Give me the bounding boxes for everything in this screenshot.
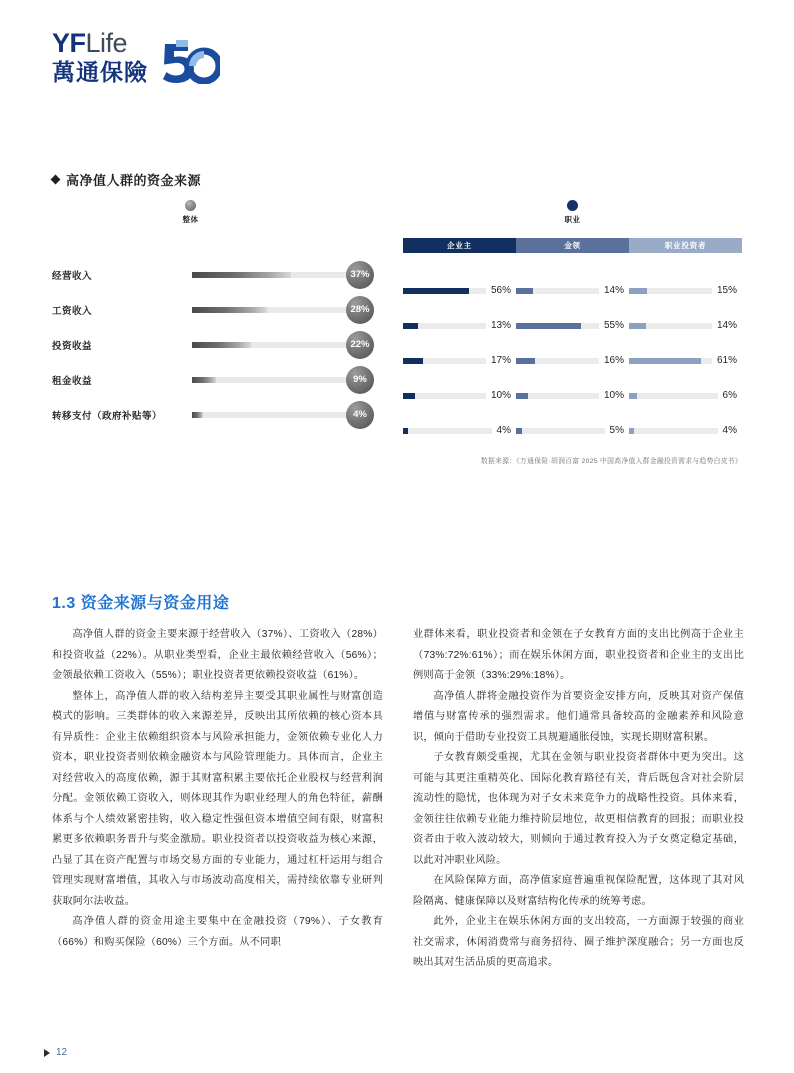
- footer-triangle-icon: [44, 1049, 50, 1057]
- occupation-column-headers: [403, 238, 742, 253]
- overall-row-label: 工资收入: [52, 305, 93, 317]
- occupation-cell: [516, 425, 629, 436]
- occupation-bar-fill: [403, 323, 418, 329]
- occupation-percent-label: 14%: [603, 285, 624, 296]
- body-paragraph: 整体上，高净值人群的收入结构差异主要受其职业属性与财富创造模式的影响。三类群体的收入来源差异，反映出其所依赖的核心资本具有异质性：企业主依赖组织资本与风险承担能力，金领依赖专业化人力资本，职业投资者则依赖金融资本与风险管理能力。具体而言，企业主对经营收入的高度依赖，源于其财富积累主要依托企业股权与经营利润分配。金领依赖工资收入，则体现其作为职业经理人的角色特征，薪酬体系与个人绩效紧密挂钩，收入稳定性强但资本增值空间有限，财富积累更多依赖职务晋升与奖金激励。职业投资者以投资收益为核心来源，凸显了其在资产配置与市场交易方面的专业能力，通过杠杆运用与组合管理实现财富增值，其收入与市场波动高度相关，需持续依靠专业研判获取阿尔法收益。: [52, 690, 383, 907]
- occupation-cell: [516, 390, 629, 401]
- occupation-row: [403, 413, 742, 448]
- overall-rows: [52, 257, 391, 432]
- occupation-bar-track: [629, 428, 718, 434]
- overall-row-label: 经营收入: [52, 270, 93, 282]
- occupation-cell: [629, 320, 742, 331]
- occupation-bar-fill: [403, 428, 408, 434]
- overall-percent-badge: 9%: [346, 366, 374, 394]
- occupation-panel: [403, 200, 742, 448]
- occupation-bar-fill: [403, 288, 469, 294]
- body-paragraph: 业群体来看，职业投资者和金领在子女教育方面的支出比例高于企业主（73%:72%:61%）；而在娱乐休闲方面，职业投资者和企业主的支出比例则高于金领（33%:29%:18%）。: [413, 629, 744, 681]
- occupation-bar-track: [403, 358, 486, 364]
- occupation-bar-track: [403, 323, 486, 329]
- overall-percent-badge: 4%: [346, 401, 374, 429]
- page-footer: [44, 1047, 67, 1058]
- occupation-cell: [516, 320, 629, 331]
- overall-row: [52, 292, 391, 327]
- body-text: [52, 625, 744, 974]
- occupation-column-header: 金领: [516, 238, 629, 253]
- body-column-left: [52, 625, 383, 974]
- overall-bar-area: [192, 331, 391, 359]
- occupation-percent-label: 14%: [716, 320, 737, 331]
- overall-bar-area: [192, 296, 391, 324]
- occupation-bar-fill: [629, 288, 647, 294]
- overall-row: [52, 362, 391, 397]
- occupation-bar-track: [629, 358, 712, 364]
- occupation-bar-track: [516, 288, 599, 294]
- logo-wordmark: [52, 30, 148, 85]
- page-number: 12: [56, 1047, 68, 1058]
- chart-heading: [52, 170, 201, 189]
- occupation-cell: [403, 425, 516, 436]
- occupation-percent-label: 4%: [496, 425, 511, 436]
- chart-heading-text: 高净值人群的资金来源: [66, 173, 202, 188]
- overall-bar-track: [192, 412, 352, 418]
- overall-bar-area: [192, 261, 391, 289]
- occupation-bar-fill: [629, 393, 637, 399]
- occupation-cell: [403, 390, 516, 401]
- logo-english-name: [52, 30, 148, 57]
- occupation-row: [403, 378, 742, 413]
- occupation-cell: [629, 355, 742, 366]
- overall-bar-fill: [192, 342, 251, 348]
- overall-row: [52, 397, 391, 432]
- occupation-bar-track: [516, 323, 599, 329]
- occupation-percent-label: 15%: [716, 285, 737, 296]
- occupation-cell: [403, 320, 516, 331]
- overall-percent-badge: 37%: [346, 261, 374, 289]
- occupation-row: [403, 343, 742, 378]
- legend-dot-gray-icon: [185, 200, 196, 211]
- occupation-cell: [403, 355, 516, 366]
- occupation-bar-fill: [403, 393, 415, 399]
- occupation-cell: [403, 285, 516, 296]
- occupation-bar-track: [403, 428, 492, 434]
- occupation-cell: [516, 355, 629, 366]
- overall-row-label: 投资收益: [52, 340, 93, 352]
- occupation-bar-fill: [516, 358, 535, 364]
- occupation-rows: [403, 273, 742, 448]
- logo-life-text: Life: [85, 28, 128, 58]
- occupation-bar-fill: [629, 323, 646, 329]
- funding-source-chart: [52, 200, 742, 448]
- overall-bar-area: [192, 366, 391, 394]
- occupation-row: [403, 273, 742, 308]
- chart-source-note: 数据来源：《万通保险·胡润百富 2025 中国高净值人群金融投资需求与趋势白皮书》: [480, 458, 742, 465]
- body-paragraph: 高净值人群的资金用途主要集中在金融投资（79%）、子女教育（66%）和购买保险（60%）三个方面。从不同职: [52, 916, 383, 948]
- occupation-cell: [629, 390, 742, 401]
- occupation-bar-track: [629, 288, 712, 294]
- body-paragraph: 在风险保障方面，高净值家庭普遍重视保险配置，这体现了其对风险隔离、健康保障以及财富结构化传承的统筹考虑。: [413, 875, 744, 907]
- overall-bar-fill: [192, 412, 203, 418]
- legend-dot-blue-icon: [567, 200, 578, 211]
- overall-legend: [52, 200, 391, 238]
- occupation-bar-fill: [516, 323, 581, 329]
- overall-percent-badge: 28%: [346, 296, 374, 324]
- occupation-percent-label: 55%: [603, 320, 624, 331]
- occupation-bar-track: [629, 323, 712, 329]
- diamond-bullet-icon: [51, 175, 61, 185]
- overall-bar-track: [192, 307, 352, 313]
- body-column-right: [413, 625, 744, 974]
- occupation-column-header: 职业投资者: [629, 238, 742, 253]
- occupation-bar-track: [516, 358, 599, 364]
- occupation-bar-fill: [516, 428, 522, 434]
- legend-label-occupation: 职业: [564, 215, 581, 224]
- occupation-percent-label: 10%: [490, 390, 511, 401]
- page-section-title: 1.3 资金来源与资金用途: [52, 595, 230, 612]
- overall-bar-track: [192, 377, 352, 383]
- brand-logo: [52, 30, 220, 85]
- occupation-percent-label: 5%: [609, 425, 624, 436]
- occupation-bar-track: [516, 393, 599, 399]
- occupation-percent-label: 56%: [490, 285, 511, 296]
- overall-row: [52, 327, 391, 362]
- occupation-bar-track: [516, 428, 605, 434]
- occupation-percent-label: 17%: [490, 355, 511, 366]
- occupation-bar-track: [403, 393, 486, 399]
- occupation-bar-track: [403, 288, 486, 294]
- overall-bar-area: [192, 401, 391, 429]
- overall-bar-track: [192, 342, 352, 348]
- occupation-percent-label: 61%: [716, 355, 737, 366]
- occupation-row: [403, 308, 742, 343]
- occupation-cell: [516, 285, 629, 296]
- overall-panel: [52, 200, 391, 448]
- occupation-bar-fill: [516, 393, 528, 399]
- anniversary-50-icon: [158, 38, 220, 84]
- overall-bar-fill: [192, 377, 216, 383]
- occupation-percent-label: 10%: [603, 390, 624, 401]
- overall-bar-fill: [192, 307, 267, 313]
- logo-chinese-name: 萬通保險: [52, 59, 148, 85]
- occupation-bar-fill: [629, 428, 634, 434]
- overall-bar-track: [192, 272, 352, 278]
- body-paragraph: 高净值人群的资金主要来源于经营收入（37%）、工资收入（28%）和投资收益（22%）。从职业类型看，企业主最依赖经营收入（56%）；金领最依赖工资收入（55%）；职业投资者更依赖投资收益（61%）。: [52, 629, 383, 681]
- occupation-bar-fill: [629, 358, 701, 364]
- occupation-bar-fill: [516, 288, 533, 294]
- occupation-percent-label: 16%: [603, 355, 624, 366]
- occupation-bar-track: [629, 393, 718, 399]
- overall-row: [52, 257, 391, 292]
- body-paragraph: 子女教育颇受重视，尤其在金领与职业投资者群体中更为突出。这可能与其更注重精英化、国际化教育路径有关，背后既包含对社会阶层流动性的隐忧，也体现为对子女未来竞争力的战略性投资。具体来看，金领往往依赖专业能力维持阶层地位，故更相信教育的回报；而职业投资者由于收入波动较大，则倾向于通过教育投入为子女奠定稳定基础，以此对冲职业风险。: [413, 752, 744, 866]
- occupation-bar-fill: [403, 358, 423, 364]
- occupation-cell: [629, 425, 742, 436]
- occupation-legend: [403, 200, 742, 238]
- overall-row-label: 转移支付（政府补贴等）: [52, 410, 163, 422]
- body-paragraph: 此外，企业主在娱乐休闲方面的支出较高，一方面源于较强的商业社交需求，休闲消费常与商务招待、圈子维护深度融合；另一方面也反映出其对生活品质的更高追求。: [413, 916, 744, 968]
- overall-bar-fill: [192, 272, 291, 278]
- occupation-column-header: 企业主: [403, 238, 516, 253]
- legend-label-overall: 整体: [182, 215, 199, 224]
- logo-yf-text: YF: [52, 28, 86, 58]
- overall-row-label: 租金收益: [52, 375, 93, 387]
- occupation-percent-label: 13%: [490, 320, 511, 331]
- occupation-percent-label: 6%: [722, 390, 737, 401]
- occupation-percent-label: 4%: [722, 425, 737, 436]
- occupation-cell: [629, 285, 742, 296]
- overall-percent-badge: 22%: [346, 331, 374, 359]
- body-paragraph: 高净值人群将金融投资作为首要资金安排方向，反映其对资产保值增值与财富传承的强烈需求。他们通常具备较高的金融素养和风险意识，倾向于借助专业投资工具规避通胀侵蚀，实现长期财富积累。: [413, 690, 744, 743]
